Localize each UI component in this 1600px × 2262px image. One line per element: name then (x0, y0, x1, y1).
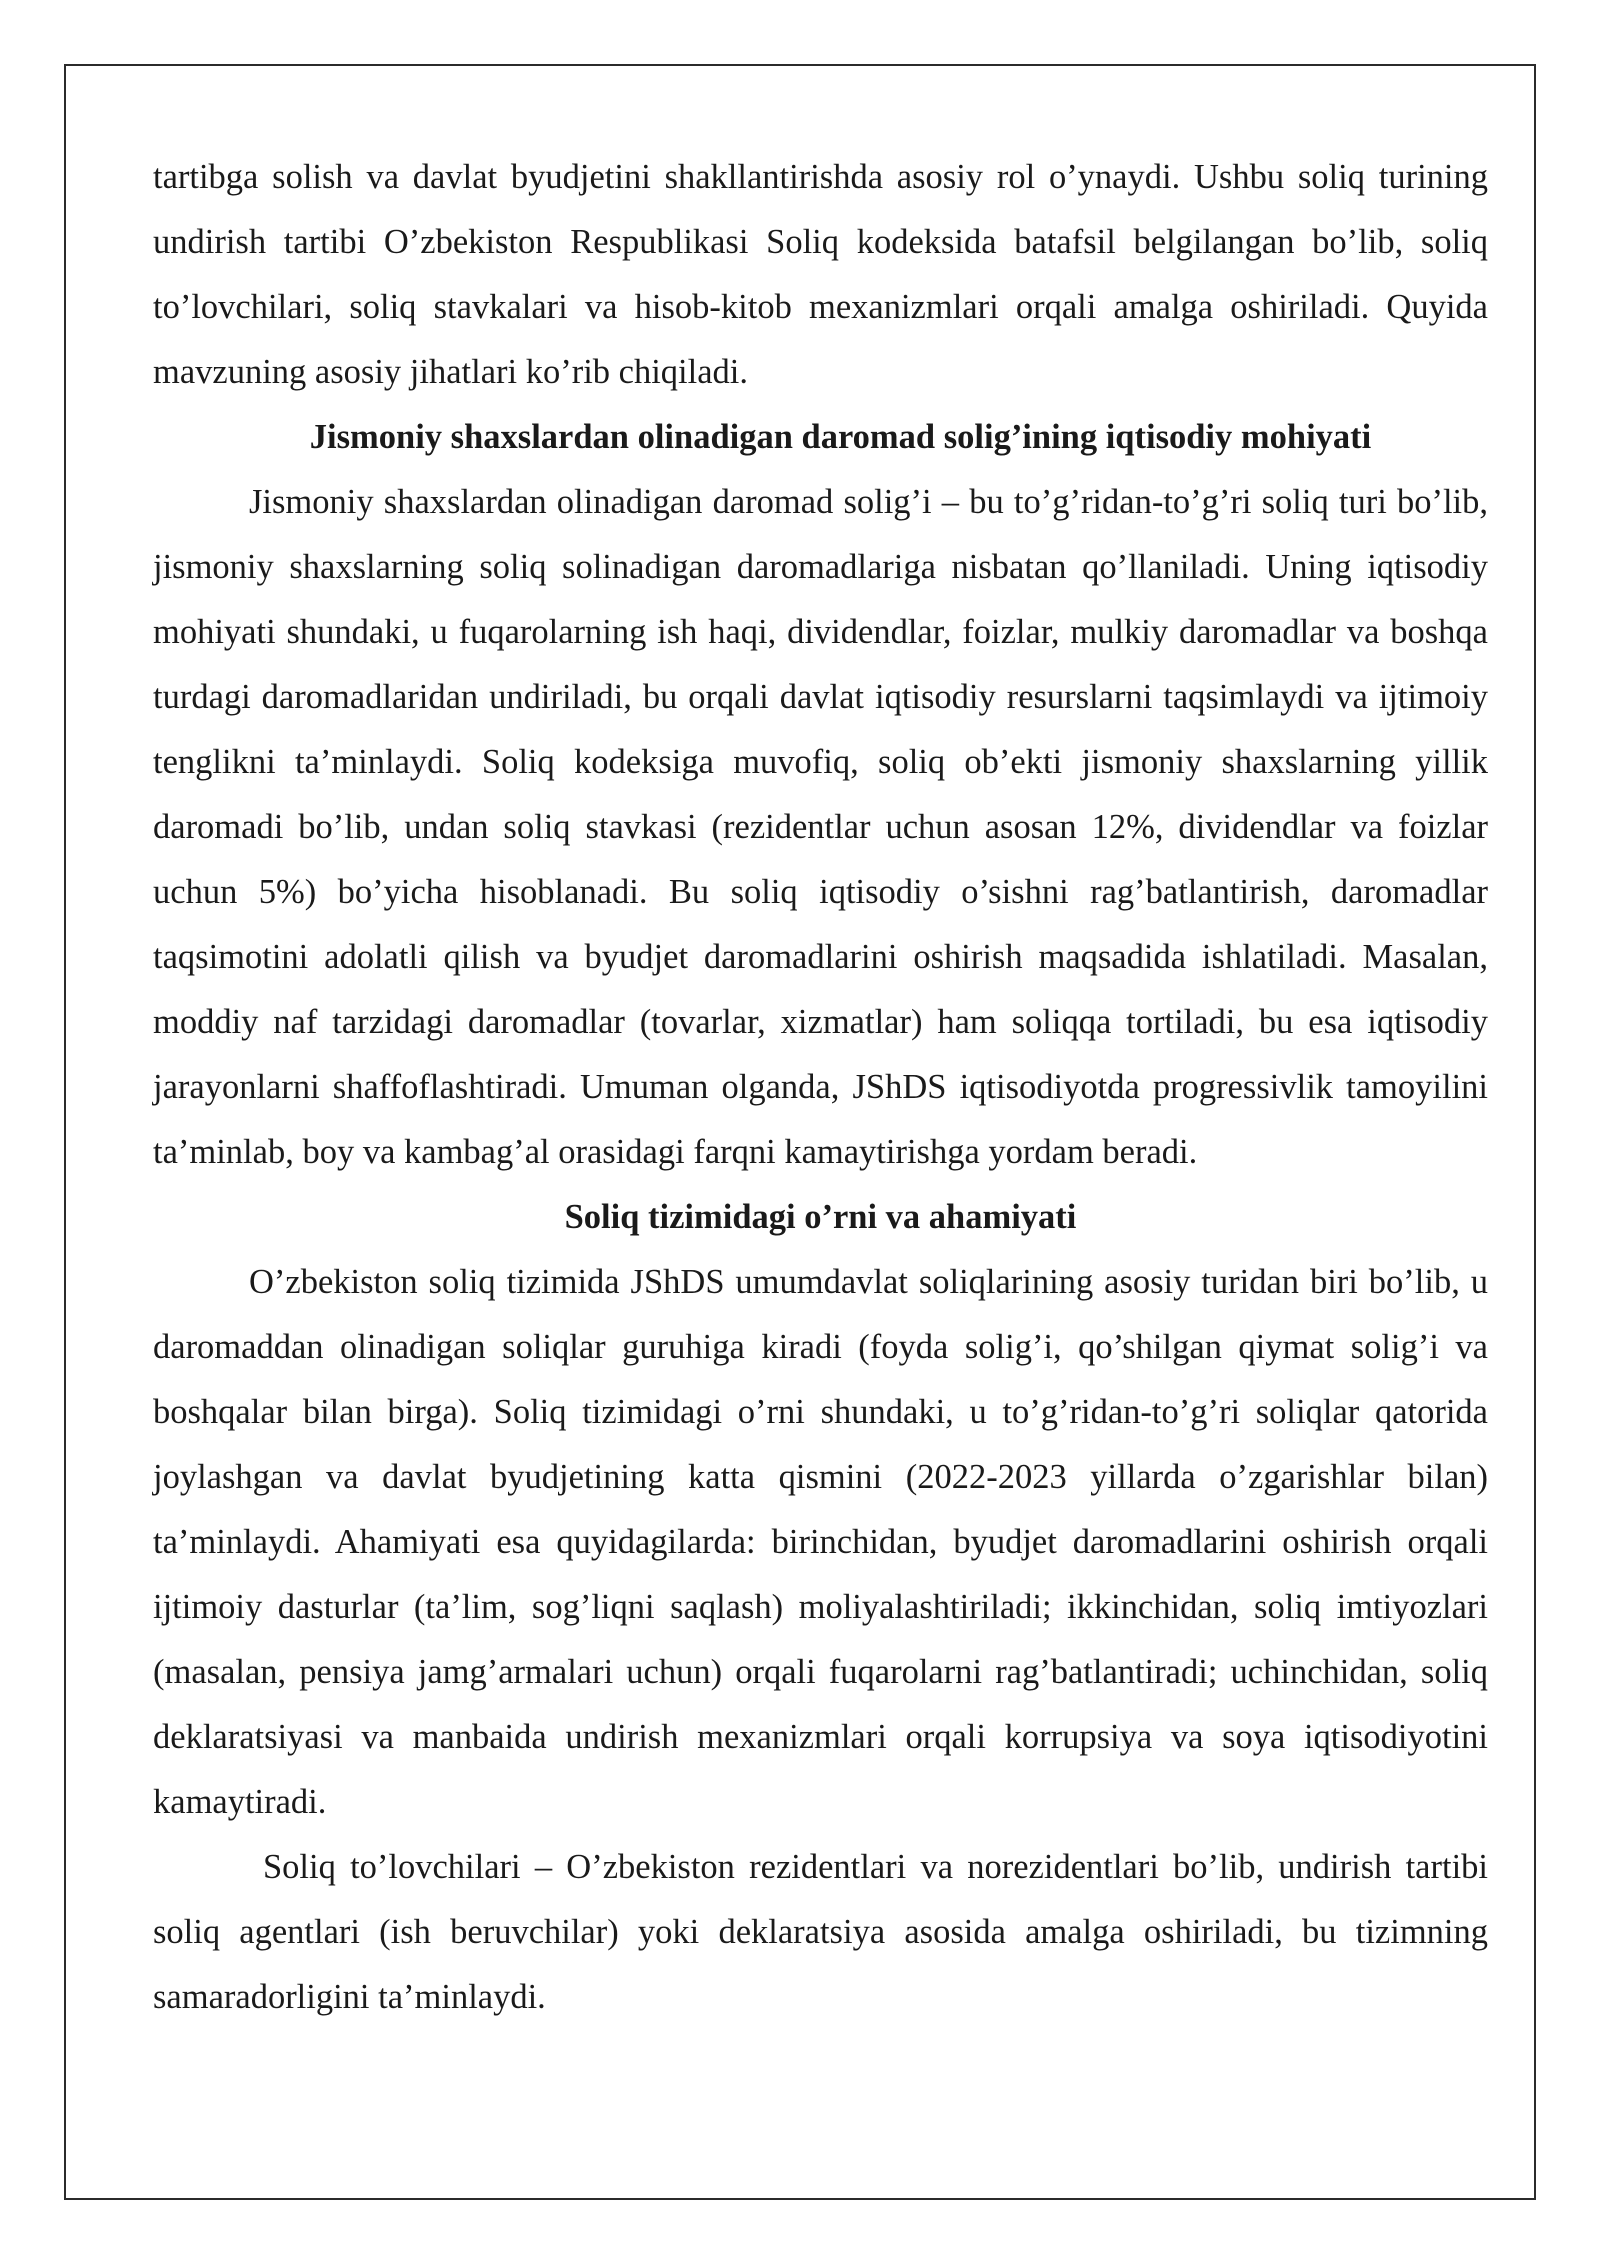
paragraph-intro-continuation: tartibga solish va davlat byudjetini shakllantirishda asosiy rol o’ynaydi. Ushbu soliq turining undirish tartibi O’zbekiston Respublikasi Soliq kodeksida batafsil belgilangan bo’lib, soliq to’lovchilari, soliq stavkalari va hisob-kitob mexanizmlari orqali amalga oshiriladi. Quyida mavzuning asosiy jihatlari ko’rib chiqiladi. (153, 158, 1488, 391)
document-body (153, 145, 1488, 2030)
paragraph-economic-essence: Jismoniy shaxslardan olinadigan daromad solig’i – bu to’g’ridan-to’g’ri soliq turi bo’lib, jismoniy shaxslarning soliq solinadigan daromadlariga nisbatan qo’llaniladi. Uning iqtisodiy mohiyati shundaki, u fuqarolarning ish haqi, dividendlar, foizlar, mulkiy daromadlar va boshqa turdagi daromadlaridan undiriladi, bu orqali davlat iqtisodiy resurslarni taqsimlaydi va ijtimoiy tenglikni ta’minlaydi. Soliq kodeksiga muvofiq, soliq ob’ekti jismoniy shaxslarning yillik daromadi bo’lib, undan soliq stavkasi (rezidentlar uchun asosan 12%, dividendlar va foizlar uchun 5%) bo’yicha hisoblanadi. Bu soliq iqtisodiy o’sishni rag’batlantirish, daromadlar taqsimotini adolatli qilish va byudjet daromadlarini oshirish maqsadida ishlatiladi. Masalan, moddiy naf tarzidagi daromadlar (tovarlar, xizmatlar) ham soliqqa tortiladi, bu esa iqtisodiy jarayonlarni shaffoflashtiradi. Umuman olganda, JShDS iqtisodiyotda progressivlik tamoyilini ta’minlab, boy va kambag’al orasidagi farqni kamaytirishga yordam beradi. (153, 483, 1488, 1171)
paragraph-taxpayers: Soliq to’lovchilari – O’zbekiston rezidentlari va norezidentlari bo’lib, undirish tartibi soliq agentlari (ish beruvchilar) yoki deklaratsiya asosida amalga oshiriladi, bu tizimning samaradorligini ta’minlaydi. (153, 1848, 1488, 2016)
section-heading-role-importance: Soliq tizimidagi o’rni va ahamiyati (564, 1198, 1077, 1236)
section-heading-economic-essence: Jismoniy shaxslardan olinadigan daromad solig’ining iqtisodiy mohiyati (309, 418, 1372, 456)
paragraph-role-importance: O’zbekiston soliq tizimida JShDS umumdavlat soliqlarining asosiy turidan biri bo’lib, u daromaddan olinadigan soliqlar guruhiga kiradi (foyda solig’i, qo’shilgan qiymat solig’i va boshqalar bilan birga). Soliq tizimidagi o’rni shundaki, u to’g’ridan-to’g’ri soliqlar qatorida joylashgan va davlat byudjetining katta qismini (2022-2023 yillarda o’zgarishlar bilan) ta’minlaydi. Ahamiyati esa quyidagilarda: birinchidan, byudjet daromadlarini oshirish orqali ijtimoiy dasturlar (ta’lim, sog’liqni saqlash) moliyalashtiriladi; ikkinchidan, soliq imtiyozlari (masalan, pensiya jamg’armalari uchun) orqali fuqarolarni rag’batlantiradi; uchinchidan, soliq deklaratsiyasi va manbaida undirish mexanizmlari orqali korrupsiya va soya iqtisodiyotini kamaytiradi. (153, 1263, 1488, 1821)
